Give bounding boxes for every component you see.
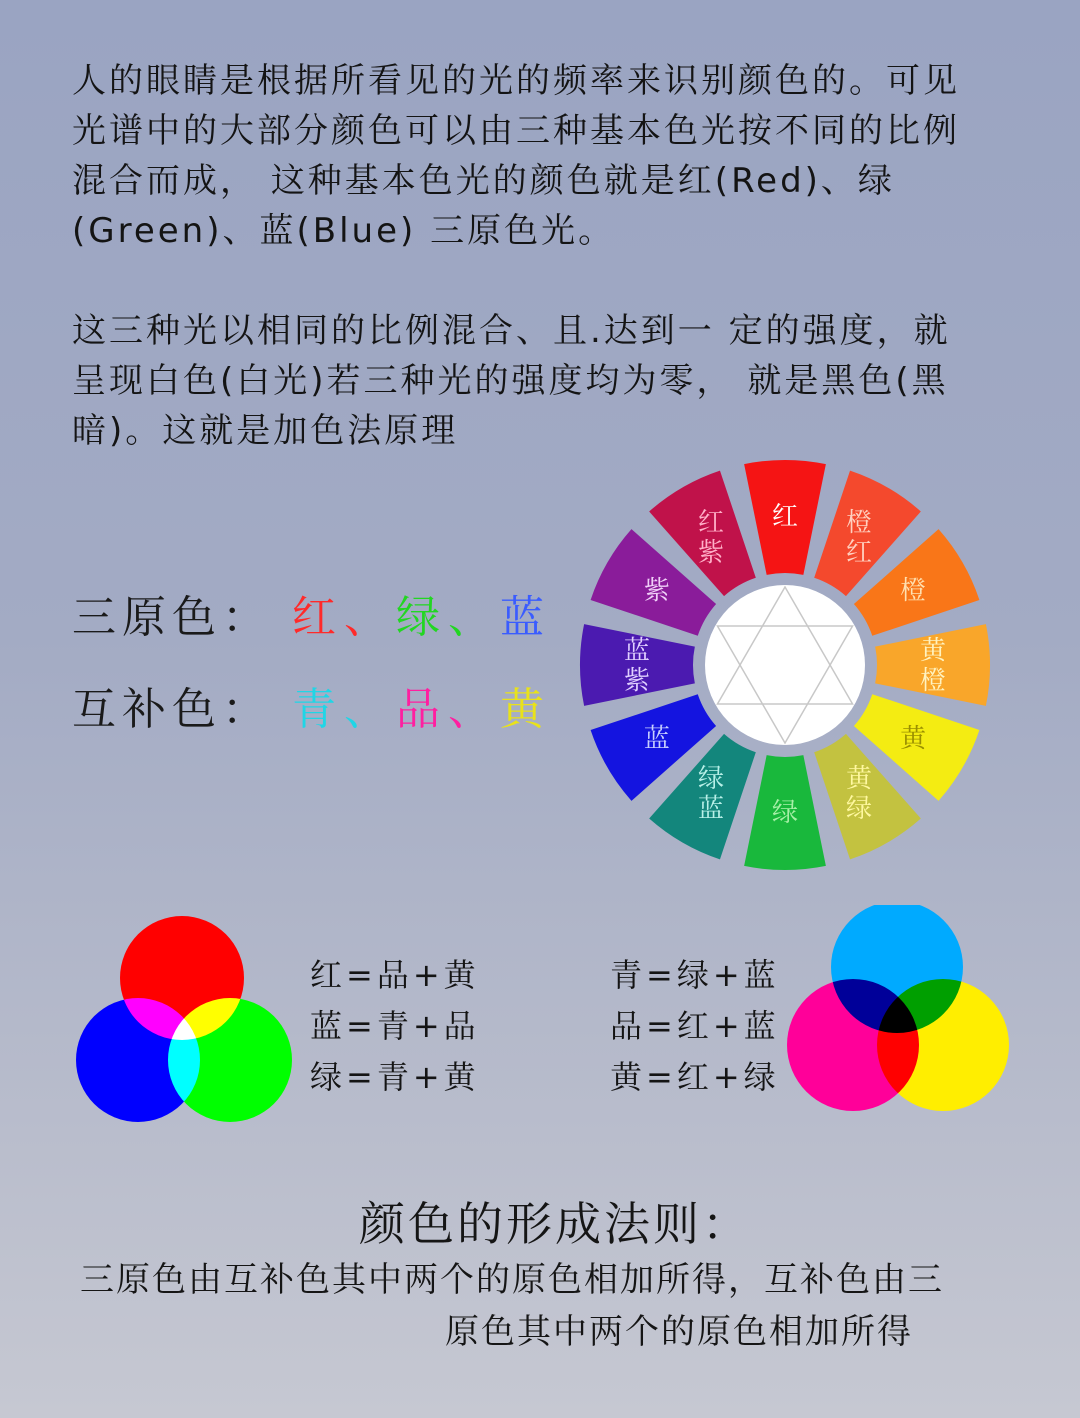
cmy-equations (610, 950, 780, 1103)
rule-line-2: 原色其中两个的原色相加所得 (445, 1312, 913, 1352)
wheel-label-12: 红紫 (697, 507, 725, 568)
intro-paragraph (72, 56, 1032, 256)
complement-magenta: 品 (396, 684, 446, 735)
primary-blue: 蓝 (500, 592, 550, 643)
complements-row (72, 680, 550, 740)
wheel-label-10: 蓝紫 (623, 636, 651, 696)
wheel-label-6: 黄绿 (845, 764, 873, 825)
wheel-label-1: 红 (771, 502, 799, 532)
wheel-label-11: 紫 (643, 576, 670, 606)
wheel-label-3: 橙 (900, 576, 927, 606)
wheel-center-circle (705, 585, 865, 745)
intro-line-4: (Green)、蓝(Blue) 三原色光。 (72, 211, 616, 251)
color-wheel (560, 450, 1020, 890)
additive-line-2: 呈现白色(白光)若三种光的强度均为零， 就是黑色(黑 (72, 361, 949, 401)
equation-magenta: 品=红+蓝 (610, 1007, 780, 1045)
primary-green: 绿 (396, 592, 446, 643)
intro-line-1: 人的眼睛是根据所看见的光的频率来识别颜色的。可见 (72, 61, 960, 101)
additive-paragraph (72, 306, 1032, 456)
complement-sep-2: 、 (448, 684, 498, 735)
primary-sep-1: 、 (344, 592, 394, 643)
equation-yellow: 黄=红+绿 (610, 1058, 780, 1096)
equation-blue: 蓝=青+品 (310, 1007, 480, 1045)
rule-line-1: 三原色由互补色其中两个的原色相加所得，互补色由三 (80, 1260, 944, 1300)
wheel-label-2: 橙红 (845, 507, 873, 568)
additive-line-1: 这三种光以相同的比例混合、且.达到一 定的强度，就 (72, 311, 951, 351)
complement-cyan: 青 (292, 684, 342, 735)
primaries-label: 三原色： (72, 592, 272, 643)
intro-line-2: 光谱中的大部分颜色可以由三种基本色光按不同的比例 (72, 111, 960, 151)
wheel-label-4: 黄橙 (919, 636, 947, 696)
additive-line-3: 暗)。这就是加色法原理 (72, 411, 459, 451)
primaries-row (72, 588, 550, 648)
rgb-equations (310, 950, 480, 1103)
wheel-label-9: 蓝 (643, 724, 670, 754)
rgb-additive-venn (70, 910, 300, 1130)
wheel-label-8: 绿蓝 (697, 764, 725, 825)
wheel-label-5: 黄 (900, 724, 927, 754)
complements-label: 互补色： (72, 684, 272, 735)
cmy-subtractive-venn (785, 905, 1015, 1125)
wheel-label-7: 绿 (771, 798, 799, 828)
intro-line-3: 混合而成， 这种基本色光的颜色就是红(Red)、绿 (72, 161, 895, 201)
equation-red: 红=品+黄 (310, 956, 480, 994)
primary-sep-2: 、 (448, 592, 498, 643)
complement-yellow: 黄 (500, 684, 550, 735)
rule-body (80, 1254, 1040, 1358)
equation-green: 绿=青+黄 (310, 1058, 480, 1096)
rule-title: 颜色的形成法则： (359, 1197, 751, 1251)
equation-cyan: 青=绿+蓝 (610, 956, 780, 994)
cmy-circle-yellow (877, 979, 1009, 1111)
primary-red: 红 (292, 592, 342, 643)
rgb-circle-green (168, 998, 292, 1122)
complement-sep-1: 、 (344, 684, 394, 735)
